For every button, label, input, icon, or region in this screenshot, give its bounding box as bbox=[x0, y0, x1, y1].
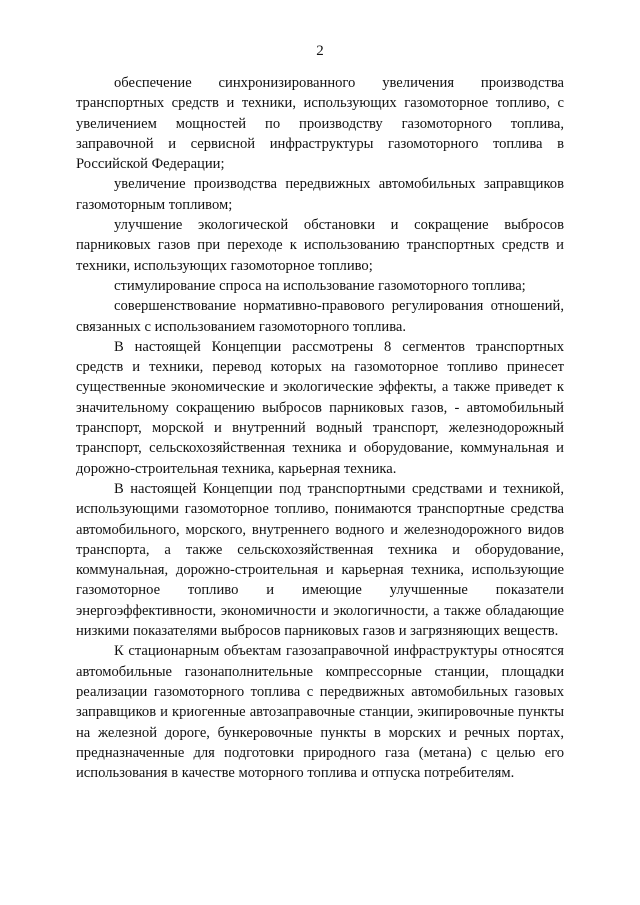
paragraph-goal-demand: стимулирование спроса на использование газомоторного топлива; bbox=[114, 277, 526, 294]
paragraph-goal-regulation: совершенствование нормативно-правового регулирования отношений, связанных с использованием газомоторного топлива. bbox=[76, 298, 564, 335]
page-number: 2 bbox=[316, 43, 324, 59]
paragraph-segments: В настоящей Концепции рассмотрены 8 сегментов транспортных средств и техники, перевод которых на газомоторное топливо принесет существенные экономические и экологические эффекты, а также приведет к значительному сокращению выбросов парниковых газов, - автомобильный транспорт, морской и внутренний водный транспорт, железнодорожный транспорт, сельскохозяйственная техника и оборудование, коммунальная и дорожно-строительная техника, карьерная техника. bbox=[76, 338, 564, 477]
paragraph-infrastructure-definition: К стационарным объектам газозаправочной инфраструктуры относятся автомобильные газонаполнительные компрессорные станции, площадки реализации газомоторного топлива с передвижных автомобильных газовых заправщиков и криогенные автозаправочные станции, экипировочные пункты на железной дороге, бункеровочные пункты в морских и речных портах, предназначенные для подготовки природного газа (метана) с целью его использования в качестве моторного топлива и отпуска потребителям. bbox=[76, 643, 564, 782]
paragraph-goal-ecology: улучшение экологической обстановки и сокращение выбросов парниковых газов при переходе к использованию транспортных средств и техники, использующих газомоторное топливо; bbox=[76, 217, 564, 274]
paragraph-goal-synchronization: обеспечение синхронизированного увеличения производства транспортных средств и техники, использующих газомоторное топливо, с увеличением мощностей по производству газомоторного топлива, заправочной и сервисной инфраструктуры газомоторного топлива в Российской Федерации; bbox=[76, 75, 564, 173]
paragraph-vehicles-definition: В настоящей Концепции под транспортными средствами и техникой, использующими газомоторное топливо, понимаются транспортные средства автомобильного, морского, внутреннего водного и железнодорожного видов транспорта, а также сельскохозяйственная техника и оборудование, коммунальная, дорожно-строительная и карьерная техника, использующие газомоторное топливо и имеющие улучшенные показатели энергоэффективности, экономичности и экологичности, а также обладающие низкими показателями выбросов парниковых газов и загрязняющих веществ. bbox=[76, 480, 564, 640]
document-body bbox=[76, 73, 564, 783]
paragraph-goal-mobile-refuelers: увеличение производства передвижных автомобильных заправщиков газомоторным топливом; bbox=[76, 176, 564, 213]
